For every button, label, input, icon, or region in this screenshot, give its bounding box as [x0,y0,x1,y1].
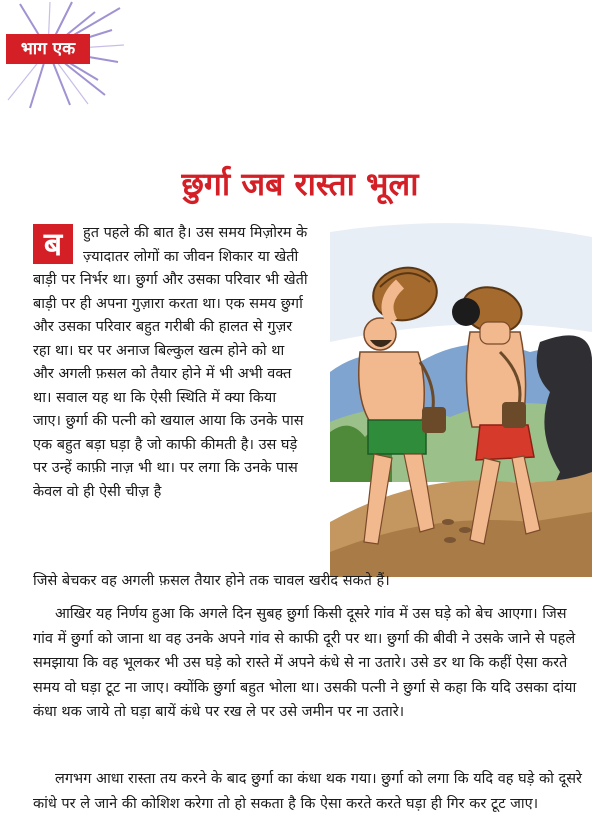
story-title: छुर्गा जब रास्ता भूला [181,165,419,203]
part-label-badge: भाग एक [6,34,90,64]
story-paragraph-2: आखिर यह निर्णय हुआ कि अगले दिन सुबह छुर्गा किसी दूसरे गांव में उस घड़े को बेच आएगा। जिस गांव में छुर्गा को जाना था वह उनके अपने गांव से काफी दूरी पर था। छुर्गा की बीवी ने उसके जाने से पहले समझाया कि वह भूलकर भी उस घड़े को रास्ते में अपने कंधे से ना उतारे। उसे डर था कि कहीं ऐसा करते समय वो घड़ा टूट ना जाए। क्योंकि छुर्गा बहुत भोला था। उसकी पत्नी ने छुर्गा से कहा कि यदि उसका दांया कंधा थक जाये तो घड़ा बायें कंधे पर रख ले पर उसे जमीन पर ना उतारे। [33,606,577,720]
story-illustration [330,222,592,577]
intro-paragraph-end: जिसे बेचकर वह अगली फ़सल तैयार होने तक चावल खरीद सकते हैं। [33,573,390,589]
drop-cap: ब [33,224,73,264]
intro-text: हुत पहले की बात है। उस समय मिज़ोरम के ज़्यादातर लोगों का जीवन शिकार या खेती बाड़ी पर निर्भर था। छुर्गा और उसका परिवार भी खेती बाड़ी पर ही अपना गुज़ारा करता था। एक समय छुर्गा और उसका परिवार बहुत गरीबी की हालत से गुज़र रहा था। घर पर अनाज बिल्कुल खत्म होने को था और अगली फ़सल को तैयार होने में भी अभी वक्त था। सवाल यह था कि ऐसी स्थिति में क्या किया जाए। छुर्गा की पत्नी को खयाल आया कि उनके पास एक बहुत बड़ा घड़ा है जो काफी कीमती है। उस घड़े पर उन्हें काफ़ी नाज़ भी था। पर लगा कि उनके पास केवल वो ही ऐसी चीज़ है [33,225,308,500]
intro-paragraph [33,222,308,504]
story-paragraph-3: लगभग आधा रास्ता तय करने के बाद छुर्गा का कंधा थक गया। छुर्गा को लगा कि यदि वह घड़े को दूसरे कांधे पर ले जाने की कोशिश करेगा तो हो सकता है कि ऐसा करते करते घड़ा ही गिर कर टूट जाए। [33,771,582,812]
